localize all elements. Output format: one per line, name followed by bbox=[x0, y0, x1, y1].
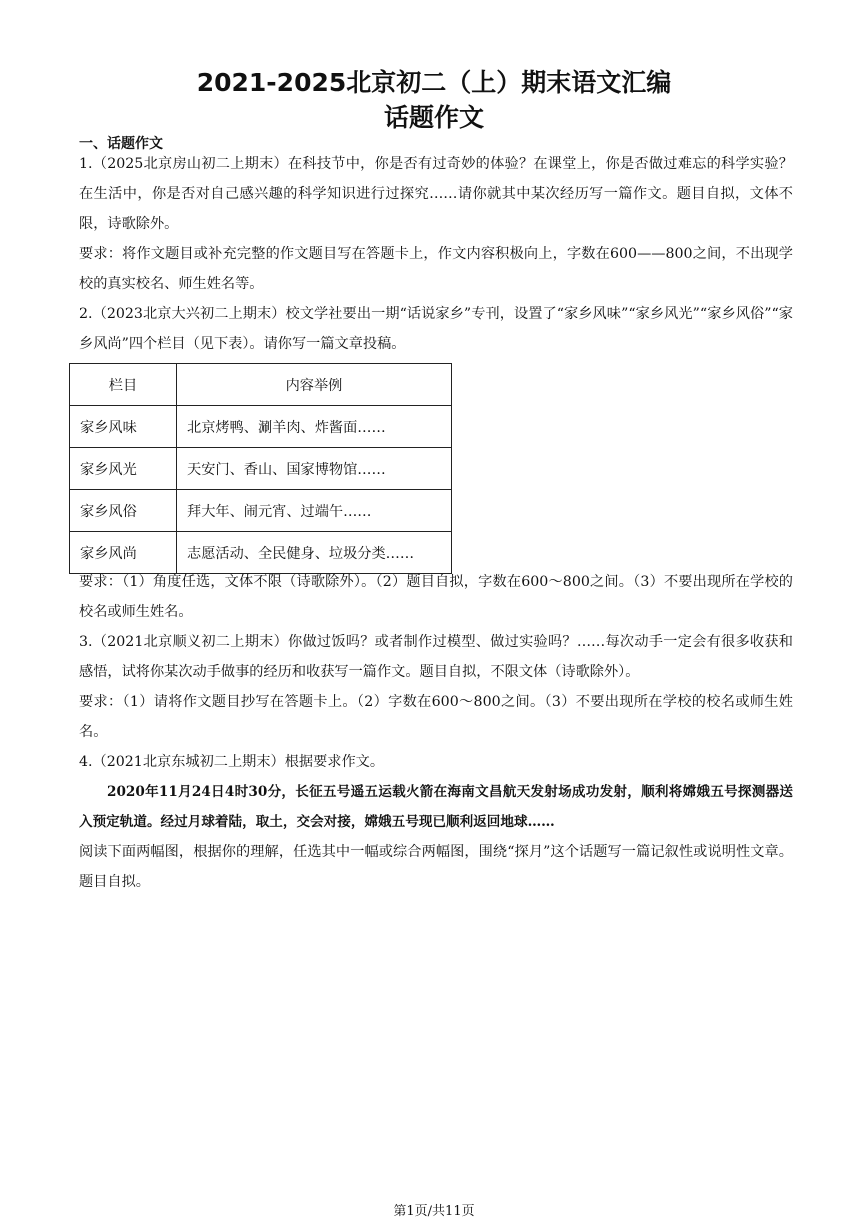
document-title: 2021-2025北京初二（上）期末语文汇编 bbox=[196, 68, 672, 97]
question-3-requirement: 要求：（1）请将作文题目抄写在答题卡上。（2）字数在600～800之间。（3）不要出现所在学校的校名或师生姓名。 bbox=[79, 694, 793, 740]
page-footer: 第1页/共11页 bbox=[393, 1204, 475, 1219]
question-2-requirement: 要求：（1）角度任选，文体不限（诗歌除外）。（2）题目自拟，字数在600～800之间。（3）不要出现所在学校的校名或师生姓名。 bbox=[79, 574, 793, 620]
question-1-requirement: 要求：将作文题目或补充完整的作文题目写在答题卡上，作文内容积极向上，字数在600——800之间，不出现学校的真实校名、师生姓名等。 bbox=[79, 246, 793, 292]
question-3-text: 3.（2021北京顺义初二上期末）你做过饭吗？或者制作过模型、做过实验吗？……每次动手一定会有很多收获和感悟，试将你某次动手做事的经历和收获写一篇作文。题目自拟，不限文体（诗歌除外）。 bbox=[79, 634, 793, 680]
question-1-text: 1.（2025北京房山初二上期末）在科技节中，你是否有过奇妙的体验？在课堂上，你是否做过难忘的科学实验？在生活中，你是否对自己感兴趣的科学知识进行过探究……请你就其中某次经历写一篇作文。题目自拟，文体不限，诗歌除外。 bbox=[79, 156, 793, 232]
question-4-text: 4.（2021北京东城初二上期末）根据要求作文。 bbox=[79, 754, 385, 770]
table-cell: 天安门、香山、国家博物馆…… bbox=[177, 448, 452, 490]
question-2-text: 2.（2023北京大兴初二上期末）校文学社要出一期“话说家乡”专刊，设置了“家乡风味”“家乡风光”“家乡风俗”“家乡风尚”四个栏目（见下表）。请你写一篇文章投稿。 bbox=[79, 306, 793, 352]
table-cell: 家乡风光 bbox=[70, 448, 177, 490]
document-subtitle: 话题作文 bbox=[383, 103, 484, 132]
table-header-row bbox=[70, 364, 452, 406]
table-cell: 志愿活动、全民健身、垃圾分类…… bbox=[177, 532, 452, 574]
table-row bbox=[70, 406, 452, 448]
table-cell: 家乡风尚 bbox=[70, 532, 177, 574]
table-cell: 拜大年、闹元宵、过端午…… bbox=[177, 490, 452, 532]
table-cell: 家乡风味 bbox=[70, 406, 177, 448]
table-header-cell: 栏目 bbox=[70, 364, 177, 406]
table-cell: 北京烤鸭、涮羊肉、炸酱面…… bbox=[177, 406, 452, 448]
columns-table bbox=[69, 363, 452, 574]
table-cell: 家乡风俗 bbox=[70, 490, 177, 532]
question-4-instruction: 阅读下面两幅图，根据你的理解，任选其中一幅或综合两幅图，围绕“探月”这个话题写一篇记叙性或说明性文章。题目自拟。 bbox=[79, 844, 793, 890]
table-header-cell: 内容举例 bbox=[177, 364, 452, 406]
section-heading: 一、话题作文 bbox=[79, 136, 163, 152]
table-row bbox=[70, 490, 452, 532]
question-4-passage: 2020年11月24日4时30分，长征五号遥五运载火箭在海南文昌航天发射场成功发射，顺利将嫦娥五号探测器送入预定轨道。经过月球着陆，取土，交会对接，嫦娥五号现已顺利返回地球…… bbox=[79, 784, 793, 830]
table-row bbox=[70, 448, 452, 490]
